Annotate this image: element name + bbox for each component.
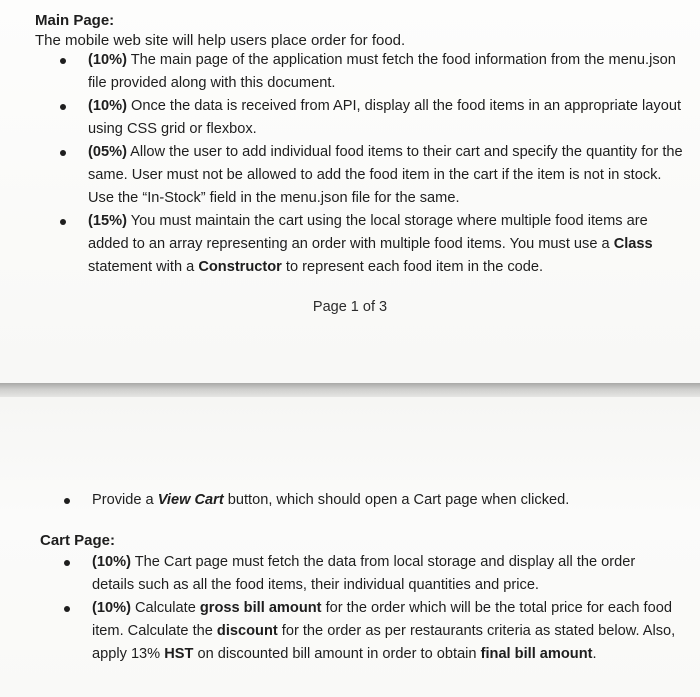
bullet-text: on discounted bill amount in order to obtain (193, 646, 481, 662)
bullet-dot-icon (64, 560, 70, 566)
bold-term-class: Class (613, 236, 653, 252)
bullet-dot-icon (60, 219, 66, 225)
main-page-intro: The mobile web site will help users place order for food. (35, 32, 406, 49)
bullet-cart-fetch (64, 551, 679, 597)
bullet-dot-icon (60, 150, 66, 156)
bold-term-final-bill: final bill amount (480, 646, 593, 662)
bullet-display-items (60, 95, 685, 141)
bold-term-constructor: Constructor (198, 259, 282, 275)
bullet-percent: (10%) (88, 98, 127, 114)
bullet-text: Calculate (130, 600, 200, 616)
main-page-bullet-list (60, 49, 685, 279)
bullet-percent: (10%) (88, 52, 127, 68)
bullet-text: The Cart page must fetch the data from local storage and display all the order details such as all the food items, their individual quantities and price. (92, 554, 636, 593)
bullet-percent: (15%) (88, 213, 127, 229)
bullet-text: The main page of the application must fetch the food information from the menu.json file provided along with this document. (88, 52, 676, 91)
bullet-text: button, which should open a Cart page when clicked. (223, 492, 570, 508)
bullet-text: statement with a (88, 259, 199, 275)
bullet-text: for the order as per restaurants criteria as stated below. Also, apply 13% (92, 623, 676, 662)
bullet-text: Allow the user to add individual food items to their cart and specify the quantity for the same. User must not be allowed to add the food item in the cart if the item is not in stock. Use the “In-Stock” field in the menu.json file for the same. (88, 144, 683, 206)
bullet-dot-icon (64, 606, 70, 612)
bullet-text: . (592, 646, 597, 662)
bullet-dot-icon (60, 58, 66, 64)
page-number: Page 1 of 3 (312, 299, 388, 315)
document-page-2 (0, 397, 700, 697)
bullet-text: to represent each food item in the code. (281, 259, 544, 275)
bullet-fetch-menu (60, 49, 685, 95)
bullet-gross-bill (64, 597, 679, 666)
bullet-percent: (10%) (92, 600, 131, 616)
bullet-percent: (05%) (88, 144, 127, 160)
bullet-percent: (10%) (92, 554, 131, 570)
bold-term-gross-bill: gross bill amount (199, 600, 322, 616)
bullet-text: You must maintain the cart using the local storage where multiple food items are added to an array representing an order with multiple food items. You must use a (88, 213, 648, 252)
bullet-view-cart (64, 489, 684, 512)
bold-term-view-cart: View Cart (157, 492, 224, 508)
bullet-text: for the order which will be the total price for each food item. Calculate the (92, 600, 672, 639)
bullet-add-to-cart (60, 141, 685, 210)
bullet-local-storage (60, 210, 685, 279)
bullet-dot-icon (60, 104, 66, 110)
cart-page-bullet-list (64, 551, 679, 666)
bullet-dot-icon (64, 498, 70, 504)
view-cart-bullet-list (64, 489, 684, 512)
bullet-text: Once the data is received from API, display all the food items in an appropriate layout using CSS grid or flexbox. (88, 98, 681, 137)
main-page-heading: Main Page: (35, 12, 115, 29)
bullet-text: Provide a (92, 492, 158, 508)
cart-page-heading: Cart Page: (40, 532, 116, 549)
bold-term-discount: discount (216, 623, 278, 639)
page-separator (0, 383, 700, 397)
bold-term-hst: HST (164, 646, 194, 662)
